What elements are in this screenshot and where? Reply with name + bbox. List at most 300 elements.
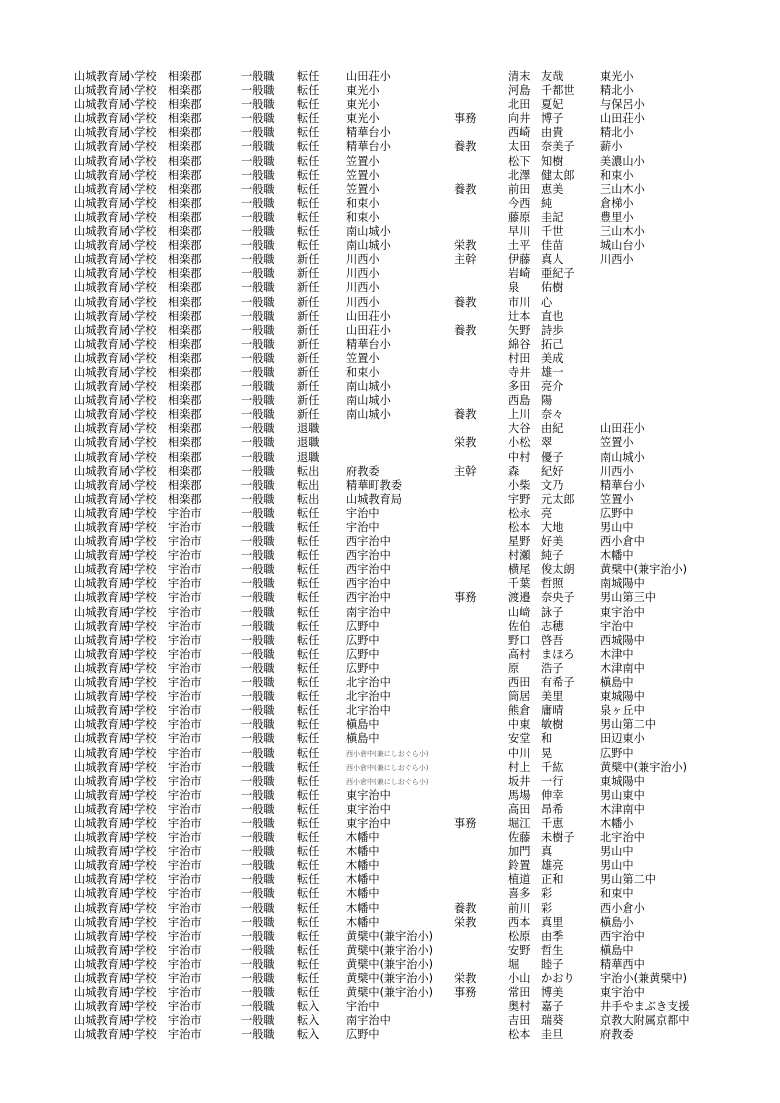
org-cell: 山城教育局 (74, 323, 130, 337)
previous-school-cell: 東光小 (600, 70, 634, 83)
area-cell: 相楽郡 (168, 380, 202, 394)
area-cell: 相楽郡 (168, 478, 202, 492)
area-cell: 宇治市 (168, 535, 202, 549)
surname-cell: 前川 (508, 901, 531, 915)
given-name-cell: 詠子 (541, 605, 564, 619)
school-cell: 黄檗中(兼宇治小) (346, 972, 434, 985)
org-cell: 山城教育局 (74, 478, 130, 492)
job-category-cell: 一般職 (241, 1014, 275, 1028)
org-cell: 山城教育局 (74, 915, 130, 929)
previous-school-cell: 与保呂小 (600, 98, 645, 112)
table-row (74, 789, 734, 803)
table-row (74, 84, 734, 98)
job-category-cell: 一般職 (241, 788, 275, 802)
table-row (74, 831, 734, 845)
job-category-cell: 一般職 (241, 901, 275, 915)
school-level-cell: 小学校 (123, 253, 157, 267)
surname-cell: 千葉 (508, 577, 531, 591)
role-cell: 養教 (454, 140, 477, 154)
org-cell: 山城教育局 (74, 661, 130, 675)
given-name-cell: 有希子 (541, 676, 575, 690)
job-category-cell: 一般職 (241, 732, 275, 746)
school-level-cell: 小学校 (123, 84, 157, 98)
given-name-cell: 浩子 (541, 661, 564, 675)
transfer-type-cell: 転任 (297, 126, 320, 140)
school-cell: 宇治中 (346, 1000, 380, 1014)
transfer-type-cell: 転任 (297, 98, 320, 112)
school-cell: 東光小 (346, 98, 380, 112)
given-name-cell: 昂希 (541, 802, 564, 816)
given-name-cell: 哲照 (541, 577, 564, 591)
role-cell: 養教 (454, 182, 477, 196)
school-cell: 南山城小 (346, 239, 391, 253)
given-name-cell: 一行 (541, 774, 564, 788)
surname-cell: 奥村 (508, 1000, 531, 1014)
role-cell: 事務 (454, 986, 477, 1000)
surname-cell: 安堂 (508, 732, 531, 746)
given-name-cell: かおり (541, 972, 575, 985)
school-level-cell: 小学校 (123, 394, 157, 408)
school-level-cell: 小学校 (123, 365, 157, 379)
given-name-cell: 千世 (541, 225, 564, 239)
job-category-cell: 一般職 (241, 196, 275, 210)
transfer-type-cell: 転任 (297, 676, 320, 690)
table-row (74, 281, 734, 295)
table-row (74, 887, 734, 901)
area-cell: 宇治市 (168, 704, 202, 718)
previous-school-cell: 東城陽中 (600, 690, 645, 704)
surname-cell: 大谷 (508, 422, 531, 436)
job-category-cell: 一般職 (241, 690, 275, 704)
school-level-cell: 中学校 (123, 972, 157, 985)
transfer-type-cell: 新任 (297, 380, 320, 394)
org-cell: 山城教育局 (74, 464, 130, 478)
role-cell: 養教 (454, 408, 477, 422)
school-cell: 川西小 (346, 267, 380, 281)
previous-school-cell: 和束小 (600, 168, 634, 182)
job-category-cell: 一般職 (241, 816, 275, 830)
surname-cell: 松本 (508, 521, 531, 534)
school-level-cell: 小学校 (123, 267, 157, 281)
previous-school-cell: 豊里小 (600, 210, 634, 224)
surname-cell: 清末 (508, 70, 531, 83)
job-category-cell: 一般職 (241, 647, 275, 661)
org-cell: 山城教育局 (74, 831, 130, 845)
given-name-cell: 文乃 (541, 478, 564, 492)
job-category-cell: 一般職 (241, 394, 275, 408)
job-category-cell: 一般職 (241, 112, 275, 126)
org-cell: 山城教育局 (74, 521, 130, 534)
table-row (74, 902, 734, 916)
given-name-cell: 真人 (541, 253, 564, 267)
job-category-cell: 一般職 (241, 591, 275, 605)
school-level-cell: 中学校 (123, 535, 157, 549)
transfer-type-cell: 転任 (297, 901, 320, 915)
personnel-list (74, 70, 734, 1042)
school-cell: 南山城小 (346, 408, 391, 422)
school-cell: 北宇治中 (346, 690, 391, 704)
area-cell: 宇治市 (168, 633, 202, 647)
transfer-type-cell: 転任 (297, 690, 320, 704)
table-row (74, 535, 734, 549)
previous-school-cell: 南山城小 (600, 450, 645, 464)
school-level-cell: 中学校 (123, 732, 157, 746)
given-name-cell: 亮介 (541, 380, 564, 394)
transfer-type-cell: 転任 (297, 549, 320, 563)
table-row (74, 549, 734, 563)
surname-cell: 高村 (508, 647, 531, 661)
table-row (74, 338, 734, 352)
previous-school-cell: 西宇治中 (600, 929, 645, 943)
job-category-cell: 一般職 (241, 492, 275, 506)
school-level-cell: 中学校 (123, 760, 157, 774)
previous-school-cell: 山田荘小 (600, 112, 645, 126)
role-cell: 養教 (454, 901, 477, 915)
table-row (74, 465, 734, 479)
transfer-type-cell: 転任 (297, 760, 320, 774)
school-cell: 東宇治中 (346, 816, 391, 830)
school-cell: 西小倉中(兼にしおぐら小) (346, 777, 429, 786)
school-level-cell: 中学校 (123, 633, 157, 647)
transfer-type-cell: 新任 (297, 408, 320, 422)
school-level-cell: 中学校 (123, 647, 157, 661)
job-category-cell: 一般職 (241, 957, 275, 971)
org-cell: 山城教育局 (74, 239, 130, 253)
transfer-type-cell: 新任 (297, 267, 320, 281)
table-row (74, 155, 734, 169)
table-row (74, 775, 734, 789)
surname-cell: 西崎 (508, 126, 531, 140)
job-category-cell: 一般職 (241, 84, 275, 98)
given-name-cell: 夏妃 (541, 98, 564, 112)
school-cell: 木幡中 (346, 845, 380, 859)
area-cell: 宇治市 (168, 859, 202, 873)
school-cell: 槇島中 (346, 732, 380, 746)
surname-cell: 鈴置 (508, 859, 531, 873)
org-cell: 山城教育局 (74, 70, 130, 83)
job-category-cell: 一般職 (241, 521, 275, 534)
area-cell: 相楽郡 (168, 337, 202, 351)
given-name-cell: 亮 (541, 506, 553, 520)
table-row (74, 436, 734, 450)
transfer-type-cell: 転入 (297, 1000, 320, 1014)
org-cell: 山城教育局 (74, 1028, 130, 1042)
org-cell: 山城教育局 (74, 506, 130, 520)
area-cell: 相楽郡 (168, 210, 202, 224)
school-level-cell: 中学校 (123, 591, 157, 605)
school-cell: 西宇治中 (346, 563, 391, 577)
school-level-cell: 小学校 (123, 422, 157, 436)
school-cell: 南宇治中 (346, 605, 391, 619)
job-category-cell: 一般職 (241, 986, 275, 1000)
previous-school-cell: 笠置小 (600, 492, 634, 506)
surname-cell: 今西 (508, 196, 531, 210)
school-cell: 川西小 (346, 295, 380, 309)
surname-cell: 中村 (508, 450, 531, 464)
org-cell: 山城教育局 (74, 929, 130, 943)
table-row (74, 211, 734, 225)
job-category-cell: 一般職 (241, 943, 275, 957)
transfer-type-cell: 転任 (297, 746, 320, 760)
transfer-type-cell: 転任 (297, 887, 320, 901)
transfer-type-cell: 転任 (297, 859, 320, 873)
previous-school-cell: 木津中 (600, 647, 634, 661)
previous-school-cell: 和束中 (600, 887, 634, 901)
transfer-type-cell: 転任 (297, 168, 320, 182)
area-cell: 宇治市 (168, 605, 202, 619)
area-cell: 相楽郡 (168, 365, 202, 379)
job-category-cell: 一般職 (241, 563, 275, 577)
given-name-cell: 晃 (541, 746, 553, 760)
given-name-cell: 啓吾 (541, 633, 564, 647)
given-name-cell: 直也 (541, 309, 564, 323)
job-category-cell: 一般職 (241, 70, 275, 83)
role-cell: 栄教 (454, 972, 477, 985)
surname-cell: 野口 (508, 633, 531, 647)
role-cell: 事務 (454, 591, 477, 605)
school-level-cell: 中学校 (123, 619, 157, 633)
area-cell: 宇治市 (168, 563, 202, 577)
given-name-cell: 睦子 (541, 957, 564, 971)
org-cell: 山城教育局 (74, 788, 130, 802)
previous-school-cell: 精華西中 (600, 957, 645, 971)
transfer-type-cell: 転任 (297, 816, 320, 830)
school-cell: 広野中 (346, 619, 380, 633)
job-category-cell: 一般職 (241, 140, 275, 154)
area-cell: 相楽郡 (168, 98, 202, 112)
school-level-cell: 小学校 (123, 281, 157, 295)
surname-cell: 小山 (508, 972, 531, 985)
job-category-cell: 一般職 (241, 549, 275, 563)
area-cell: 宇治市 (168, 943, 202, 957)
surname-cell: 山﨑 (508, 605, 531, 619)
transfer-type-cell: 転任 (297, 535, 320, 549)
surname-cell: 村上 (508, 760, 531, 774)
org-cell: 山城教育局 (74, 535, 130, 549)
area-cell: 相楽郡 (168, 436, 202, 450)
job-category-cell: 一般職 (241, 154, 275, 168)
school-level-cell: 中学校 (123, 873, 157, 887)
school-level-cell: 小学校 (123, 492, 157, 506)
school-level-cell: 小学校 (123, 450, 157, 464)
previous-school-cell: 東宇治中 (600, 986, 645, 1000)
job-category-cell: 一般職 (241, 535, 275, 549)
school-level-cell: 小学校 (123, 408, 157, 422)
school-level-cell: 中学校 (123, 802, 157, 816)
school-level-cell: 中学校 (123, 887, 157, 901)
school-cell: 東宇治中 (346, 788, 391, 802)
school-level-cell: 中学校 (123, 859, 157, 873)
given-name-cell: 純 (541, 196, 553, 210)
surname-cell: 堀江 (508, 816, 531, 830)
area-cell: 宇治市 (168, 816, 202, 830)
surname-cell: 渡邉 (508, 591, 531, 605)
surname-cell: 中東 (508, 718, 531, 732)
org-cell: 山城教育局 (74, 901, 130, 915)
area-cell: 宇治市 (168, 986, 202, 1000)
previous-school-cell: 槇島中 (600, 676, 634, 690)
given-name-cell: 美成 (541, 351, 564, 365)
table-row (74, 591, 734, 605)
area-cell: 宇治市 (168, 506, 202, 520)
previous-school-cell: 西小倉中 (600, 535, 645, 549)
org-cell: 山城教育局 (74, 112, 130, 126)
school-cell: 木幡中 (346, 887, 380, 901)
given-name-cell: 拓己 (541, 337, 564, 351)
table-row (74, 761, 734, 775)
transfer-type-cell: 退職 (297, 450, 320, 464)
table-row (74, 662, 734, 676)
school-cell: 川西小 (346, 281, 380, 295)
school-level-cell: 小学校 (123, 337, 157, 351)
job-category-cell: 一般職 (241, 225, 275, 239)
given-name-cell: 元太郎 (541, 492, 575, 506)
school-cell: 広野中 (346, 633, 380, 647)
org-cell: 山城教育局 (74, 126, 130, 140)
org-cell: 山城教育局 (74, 450, 130, 464)
previous-school-cell: 男山東中 (600, 788, 645, 802)
school-level-cell: 中学校 (123, 1014, 157, 1028)
org-cell: 山城教育局 (74, 295, 130, 309)
job-category-cell: 一般職 (241, 718, 275, 732)
job-category-cell: 一般職 (241, 619, 275, 633)
table-row (74, 197, 734, 211)
given-name-cell: 雄一 (541, 365, 564, 379)
previous-school-cell: 広野中 (600, 506, 634, 520)
school-level-cell: 小学校 (123, 126, 157, 140)
job-category-cell: 一般職 (241, 676, 275, 690)
table-row (74, 507, 734, 521)
surname-cell: 村田 (508, 351, 531, 365)
transfer-type-cell: 転任 (297, 802, 320, 816)
surname-cell: 堀 (508, 957, 520, 971)
table-row (74, 972, 734, 986)
school-level-cell: 小学校 (123, 351, 157, 365)
table-row (74, 1028, 734, 1042)
job-category-cell: 一般職 (241, 408, 275, 422)
school-cell: 山田荘小 (346, 70, 391, 83)
table-row (74, 563, 734, 577)
table-row (74, 422, 734, 436)
table-row (74, 859, 734, 873)
job-category-cell: 一般職 (241, 774, 275, 788)
surname-cell: 佐藤 (508, 831, 531, 845)
org-cell: 山城教育局 (74, 210, 130, 224)
area-cell: 相楽郡 (168, 154, 202, 168)
area-cell: 相楽郡 (168, 182, 202, 196)
school-cell: 黄檗中(兼宇治小) (346, 986, 434, 1000)
area-cell: 宇治市 (168, 831, 202, 845)
given-name-cell: 正和 (541, 873, 564, 887)
area-cell: 宇治市 (168, 1014, 202, 1028)
job-category-cell: 一般職 (241, 760, 275, 774)
previous-school-cell: 川西小 (600, 464, 634, 478)
given-name-cell: 純子 (541, 549, 564, 563)
surname-cell: 市川 (508, 295, 531, 309)
org-cell: 山城教育局 (74, 394, 130, 408)
school-level-cell: 中学校 (123, 746, 157, 760)
school-cell: 和束小 (346, 365, 380, 379)
given-name-cell: 由紀 (541, 422, 564, 436)
previous-school-cell: 美濃山小 (600, 154, 645, 168)
area-cell: 相楽郡 (168, 267, 202, 281)
org-cell: 山城教育局 (74, 1000, 130, 1014)
given-name-cell: 由貴 (541, 126, 564, 140)
transfer-type-cell: 転任 (297, 591, 320, 605)
given-name-cell: 庸晴 (541, 704, 564, 718)
area-cell: 相楽郡 (168, 140, 202, 154)
job-category-cell: 一般職 (241, 887, 275, 901)
job-category-cell: 一般職 (241, 577, 275, 591)
area-cell: 相楽郡 (168, 394, 202, 408)
job-category-cell: 一般職 (241, 168, 275, 182)
previous-school-cell: 山田荘小 (600, 422, 645, 436)
school-level-cell: 中学校 (123, 788, 157, 802)
area-cell: 相楽郡 (168, 281, 202, 295)
area-cell: 相楽郡 (168, 225, 202, 239)
transfer-type-cell: 転任 (297, 225, 320, 239)
job-category-cell: 一般職 (241, 831, 275, 845)
school-level-cell: 中学校 (123, 1000, 157, 1014)
given-name-cell: 亜紀子 (541, 267, 575, 281)
org-cell: 山城教育局 (74, 774, 130, 788)
transfer-type-cell: 転任 (297, 84, 320, 98)
given-name-cell: 翠 (541, 436, 553, 450)
area-cell: 宇治市 (168, 901, 202, 915)
transfer-type-cell: 転任 (297, 661, 320, 675)
transfer-type-cell: 転任 (297, 831, 320, 845)
table-row (74, 1014, 734, 1028)
table-row (74, 634, 734, 648)
table-row (74, 930, 734, 944)
transfer-type-cell: 転任 (297, 196, 320, 210)
area-cell: 宇治市 (168, 957, 202, 971)
previous-school-cell: 泉ヶ丘中 (600, 704, 645, 718)
surname-cell: 高田 (508, 802, 531, 816)
table-row (74, 394, 734, 408)
table-row (74, 296, 734, 310)
school-level-cell: 小学校 (123, 464, 157, 478)
org-cell: 山城教育局 (74, 309, 130, 323)
previous-school-cell: 西小倉小 (600, 901, 645, 915)
area-cell: 宇治市 (168, 676, 202, 690)
transfer-type-cell: 新任 (297, 281, 320, 295)
school-cell: 北宇治中 (346, 676, 391, 690)
area-cell: 宇治市 (168, 718, 202, 732)
school-cell: 西宇治中 (346, 549, 391, 563)
transfer-type-cell: 新任 (297, 394, 320, 408)
surname-cell: 小柴 (508, 478, 531, 492)
job-category-cell: 一般職 (241, 605, 275, 619)
table-row (74, 521, 734, 535)
job-category-cell: 一般職 (241, 845, 275, 859)
school-cell: 笠置小 (346, 154, 380, 168)
job-category-cell: 一般職 (241, 281, 275, 295)
transfer-type-cell: 転入 (297, 1028, 320, 1042)
transfer-type-cell: 転任 (297, 718, 320, 732)
job-category-cell: 一般職 (241, 295, 275, 309)
school-level-cell: 小学校 (123, 196, 157, 210)
surname-cell: 喜多 (508, 887, 531, 901)
area-cell: 相楽郡 (168, 492, 202, 506)
transfer-type-cell: 新任 (297, 337, 320, 351)
area-cell: 宇治市 (168, 972, 202, 985)
school-cell: 精華町教委 (346, 478, 402, 492)
school-cell: 山城教育局 (346, 492, 402, 506)
area-cell: 相楽郡 (168, 168, 202, 182)
school-cell: 広野中 (346, 661, 380, 675)
school-cell: 木幡中 (346, 915, 380, 929)
